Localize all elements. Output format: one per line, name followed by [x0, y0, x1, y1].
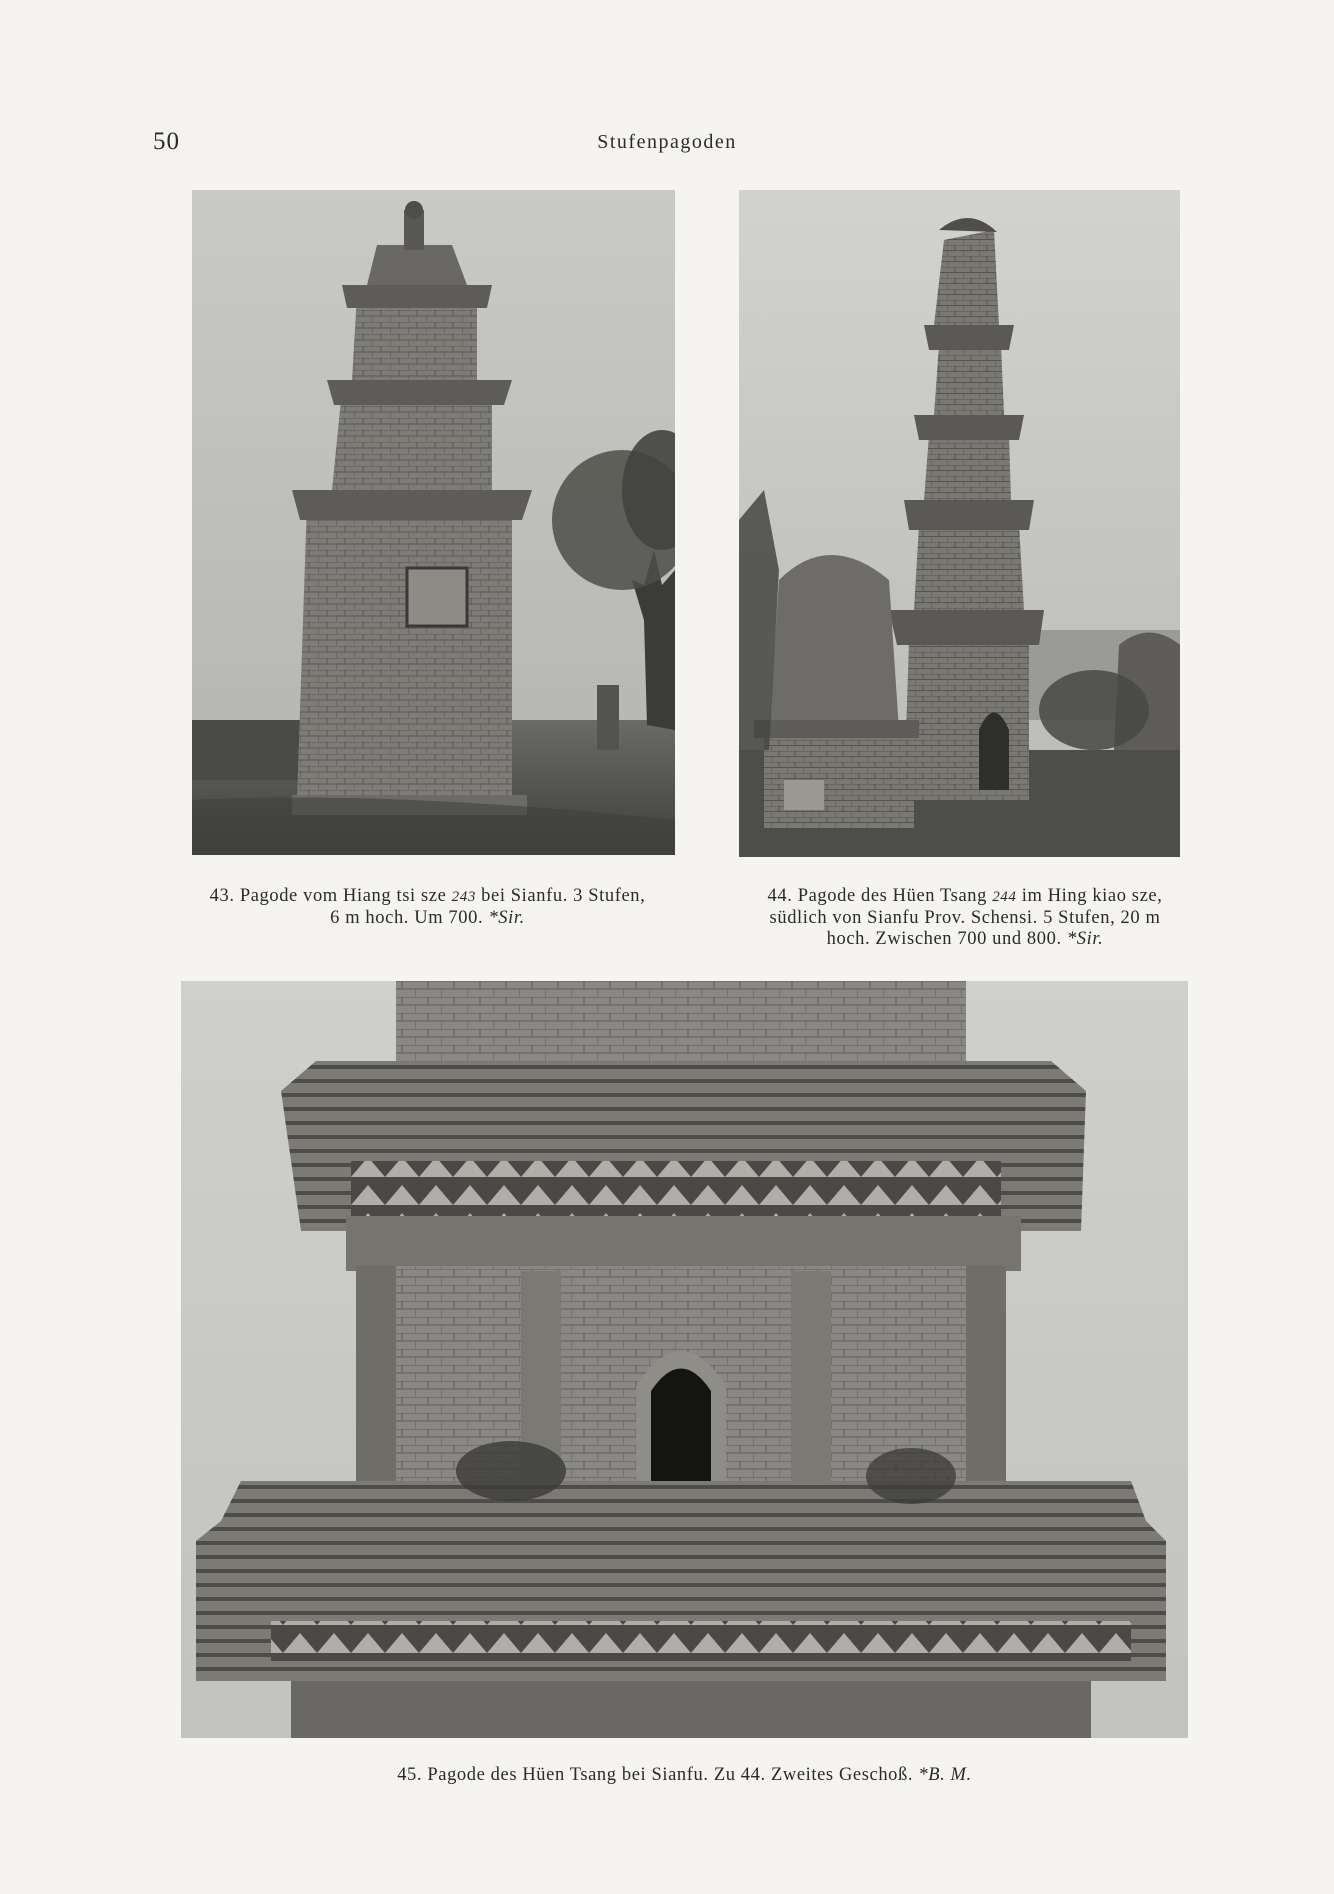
caption-text: Pagode vom Hiang tsi sze	[239, 886, 447, 906]
reference-number: 243	[451, 889, 476, 905]
page-number: 50	[153, 128, 180, 155]
caption-44-line-2	[735, 908, 1195, 929]
caption-text: südlich von Sianfu Prov. Schensi. 5 Stufen, 20 m	[769, 908, 1161, 928]
source-note: *Sir.	[1066, 929, 1104, 949]
caption-text: Pagode des Hüen Tsang bei Sianfu. Zu 44. Zweites Geschoß.	[427, 1765, 914, 1785]
caption-43-line-2	[170, 908, 685, 929]
caption-text: bei Sianfu. 3 Stufen,	[481, 886, 646, 906]
caption-43-line-1	[170, 886, 685, 908]
source-note: *B. M.	[918, 1765, 972, 1785]
caption-44-line-1	[735, 886, 1195, 908]
figure-number: 45.	[397, 1765, 423, 1785]
figure-number: 43.	[209, 886, 235, 906]
figure-caption-44	[735, 886, 1195, 950]
figure-number: 44.	[767, 886, 793, 906]
source-note: *Sir.	[488, 908, 525, 928]
figure-caption-45	[181, 1765, 1188, 1786]
reference-number: 244	[992, 889, 1017, 905]
caption-text: Pagode des Hüen Tsang	[797, 886, 987, 906]
caption-text: 6 m hoch. Um 700.	[330, 908, 484, 928]
running-head: Stufenpagoden	[597, 131, 737, 153]
photo-pagoda-hiang-tsi-sze	[192, 190, 675, 855]
caption-44-line-3	[735, 929, 1195, 950]
photo-pagoda-huen-tsang-hing-kiao-sze	[739, 190, 1180, 857]
caption-text: im Hing kiao sze,	[1021, 886, 1163, 906]
figure-caption-43	[170, 886, 685, 929]
photo-pagoda-huen-tsang-second-story	[181, 981, 1188, 1738]
caption-text: hoch. Zwischen 700 und 800.	[826, 929, 1062, 949]
